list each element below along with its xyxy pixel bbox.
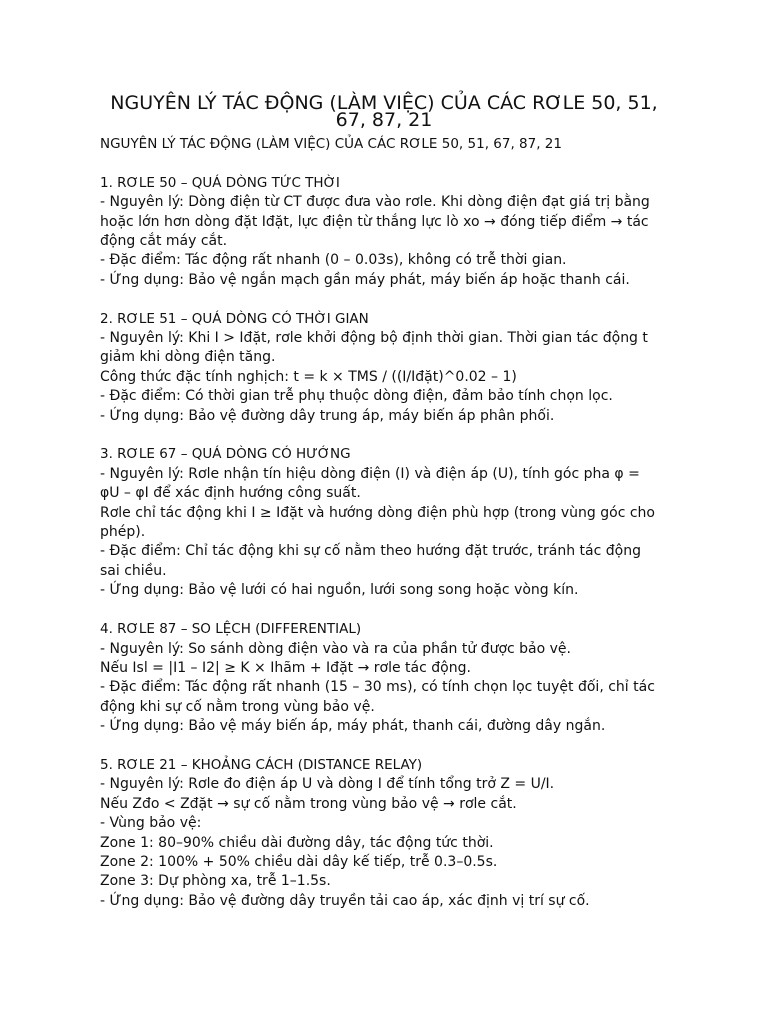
section-text-line: - Vùng bảo vệ: bbox=[100, 815, 202, 832]
section-text-line: Zone 3: Dự phòng xa, trễ 1–1.5s. bbox=[100, 873, 331, 890]
section-text-line: - Nguyên lý: So sánh dòng điện vào và ra của phần tử được bảo vệ. bbox=[100, 640, 571, 657]
section-heading: 1. RƠLE 50 – QUÁ DÒNG TỨC THỜI bbox=[100, 174, 340, 191]
title-line-2: 67, 87, 21 bbox=[335, 109, 433, 131]
document-title bbox=[80, 92, 688, 131]
section-heading: 5. RƠLE 21 – KHOẢNG CÁCH (DISTANCE RELAY) bbox=[100, 756, 423, 773]
section-text-line: Zone 1: 80–90% chiều dài đường dây, tác động tức thời. bbox=[100, 834, 494, 851]
section-text-line: φU – φI để xác định hướng công suất. bbox=[100, 485, 361, 502]
title-line-1: NGUYÊN LÝ TÁC ĐỘNG (LÀM VIỆC) CỦA CÁC RƠLE 50, 51, bbox=[110, 92, 658, 114]
section-text-line: - Ứng dụng: Bảo vệ máy biến áp, máy phát, thanh cái, đường dây ngắn. bbox=[100, 718, 606, 735]
section-heading: 2. RƠLE 51 – QUÁ DÒNG CÓ THỜI GIAN bbox=[100, 310, 369, 327]
section-relay-21 bbox=[100, 756, 672, 911]
section-text-line: động cắt máy cắt. bbox=[100, 233, 228, 250]
section-text-line: Nếu Isl = |I1 – I2| ≥ K × Ihãm + Iđặt → rơle tác động. bbox=[100, 659, 471, 676]
section-text-line: động khi sự cố nằm trong vùng bảo vệ. bbox=[100, 698, 375, 715]
section-text-line: - Ứng dụng: Bảo vệ lưới có hai nguồn, lưới song song hoặc vòng kín. bbox=[100, 582, 579, 599]
document-subtitle: NGUYÊN LÝ TÁC ĐỘNG (LÀM VIỆC) CỦA CÁC RƠLE 50, 51, 67, 87, 21 bbox=[100, 136, 562, 152]
section-text-line: sai chiều. bbox=[100, 562, 167, 579]
section-text-line: - Nguyên lý: Rơle nhận tín hiệu dòng điện (I) và điện áp (U), tính góc pha φ = bbox=[100, 465, 640, 482]
section-text-line: Zone 2: 100% + 50% chiều dài dây kế tiếp, trễ 0.3–0.5s. bbox=[100, 853, 498, 870]
document-body bbox=[100, 135, 672, 911]
section-text-line: Nếu Zđo < Zđặt → sự cố nằm trong vùng bảo vệ → rơle cắt. bbox=[100, 795, 517, 812]
section-text-line: hoặc lớn hơn dòng đặt Iđặt, lực điện từ thắng lực lò xo → đóng tiếp điểm → tác bbox=[100, 213, 649, 230]
section-text-line: Công thức đặc tính nghịch: t = k × TMS / ((I/Iđặt)^0.02 – 1) bbox=[100, 368, 517, 385]
section-text-line: Rơle chỉ tác động khi I ≥ Iđặt và hướng dòng điện phù hợp (trong vùng góc cho bbox=[100, 504, 655, 521]
section-text-line: giảm khi dòng điện tăng. bbox=[100, 349, 276, 366]
section-relay-51 bbox=[100, 310, 672, 426]
section-relay-50 bbox=[100, 174, 672, 290]
section-text-line: - Ứng dụng: Bảo vệ đường dây trung áp, máy biến áp phân phối. bbox=[100, 407, 555, 424]
section-heading: 4. RƠLE 87 – SO LỆCH (DIFFERENTIAL) bbox=[100, 621, 362, 638]
section-heading: 3. RƠLE 67 – QUÁ DÒNG CÓ HƯỚNG bbox=[100, 446, 351, 463]
section-text-line: - Ứng dụng: Bảo vệ đường dây truyền tải cao áp, xác định vị trí sự cố. bbox=[100, 892, 590, 909]
section-text-line: - Nguyên lý: Khi I > Iđặt, rơle khởi động bộ định thời gian. Thời gian tác động t bbox=[100, 330, 648, 347]
section-relay-87 bbox=[100, 620, 672, 736]
section-relay-67 bbox=[100, 445, 672, 600]
section-text-line: - Đặc điểm: Có thời gian trễ phụ thuộc dòng điện, đảm bảo tính chọn lọc. bbox=[100, 388, 613, 405]
section-text-line: phép). bbox=[100, 524, 146, 541]
section-text-line: - Ứng dụng: Bảo vệ ngắn mạch gần máy phát, máy biến áp hoặc thanh cái. bbox=[100, 271, 630, 288]
section-text-line: - Nguyên lý: Rơle đo điện áp U và dòng I để tính tổng trở Z = U/I. bbox=[100, 776, 555, 793]
section-text-line: - Đặc điểm: Tác động rất nhanh (0 – 0.03s), không có trễ thời gian. bbox=[100, 252, 567, 269]
section-text-line: - Đặc điểm: Chỉ tác động khi sự cố nằm theo hướng đặt trước, tránh tác động bbox=[100, 543, 641, 560]
section-text-line: - Nguyên lý: Dòng điện từ CT được đưa vào rơle. Khi dòng điện đạt giá trị bằng bbox=[100, 194, 650, 211]
section-text-line: - Đặc điểm: Tác động rất nhanh (15 – 30 ms), có tính chọn lọc tuyệt đối, chỉ tác bbox=[100, 679, 655, 696]
